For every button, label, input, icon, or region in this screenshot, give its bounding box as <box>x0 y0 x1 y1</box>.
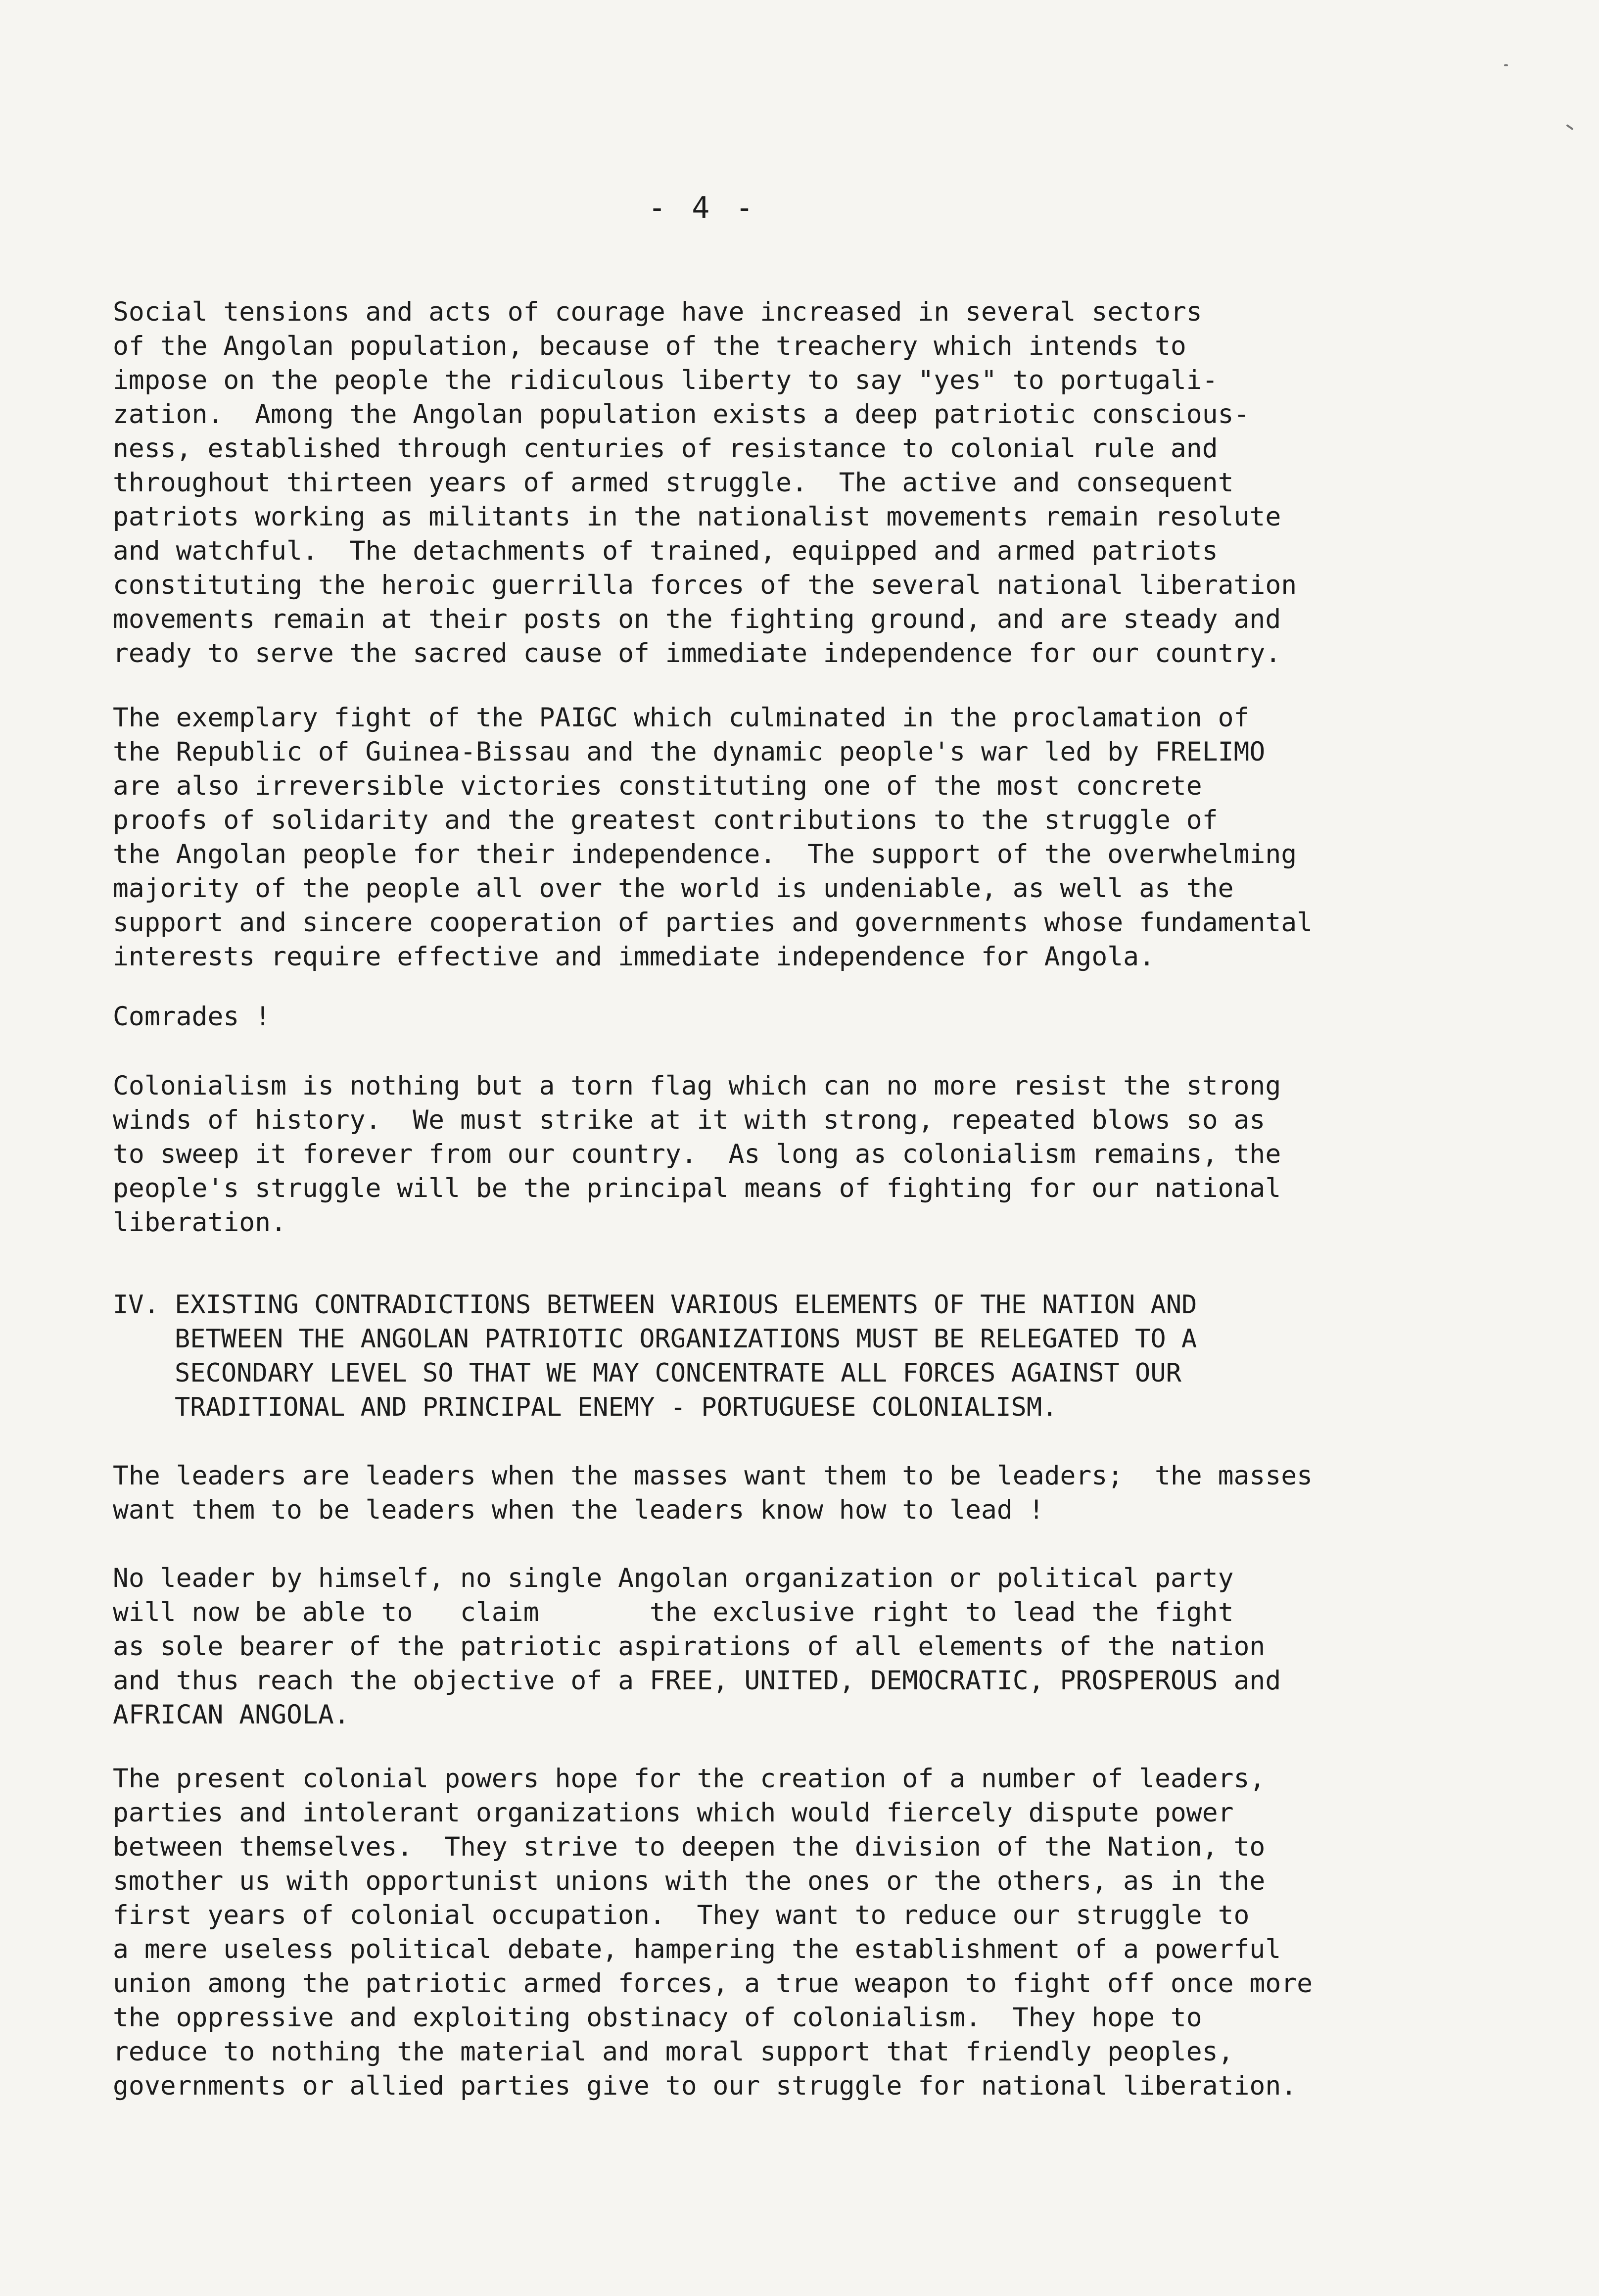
text-line: union among the patriotic armed forces, a true weapon to fight off once more <box>113 1968 1313 1999</box>
paragraph-leaders <box>113 1459 1313 1527</box>
text-line: The exemplary fight of the PAIGC which culminated in the proclamation of <box>113 703 1250 733</box>
text-line: governments or allied parties give to our struggle for national liberation. <box>113 2071 1297 2101</box>
paragraph-comrades <box>113 1000 271 1034</box>
paragraph-colonial-powers <box>113 1762 1313 2103</box>
text-line: liberation. <box>113 1207 286 1238</box>
text-line: The present colonial powers hope for the creation of a number of leaders, <box>113 1764 1266 1794</box>
text-line: The leaders are leaders when the masses want them to be leaders; the masses <box>113 1461 1313 1491</box>
text-line: people's struggle will be the principal means of fighting for our national <box>113 1173 1281 1203</box>
text-line: of the Angolan population, because of the treachery which intends to <box>113 331 1186 361</box>
text-line: the Republic of Guinea-Bissau and the dynamic people's war led by FRELIMO <box>113 737 1266 767</box>
text-line: proofs of solidarity and the greatest contributions to the struggle of <box>113 805 1218 835</box>
scan-speck <box>1504 64 1508 66</box>
text-line: will now be able to claim the exclusive right to lead the fight <box>113 1597 1234 1627</box>
text-line: a mere useless political debate, hampering the establishment of a powerful <box>113 1934 1281 1964</box>
heading-line: SECONDARY LEVEL SO THAT WE MAY CONCENTRATE ALL FORCES AGAINST OUR <box>175 1358 1181 1388</box>
text-line: to sweep it forever from our country. As long as colonialism remains, the <box>113 1139 1281 1169</box>
text-line: want them to be leaders when the leaders know how to lead ! <box>113 1495 1044 1525</box>
heading-line: BETWEEN THE ANGOLAN PATRIOTIC ORGANIZATIONS MUST BE RELEGATED TO A <box>175 1324 1197 1354</box>
page-number: - 4 - <box>648 191 757 225</box>
paragraph-no-leader <box>113 1561 1281 1732</box>
text-line: and thus reach the objective of a FREE, UNITED, DEMOCRATIC, PROSPEROUS and <box>113 1666 1281 1696</box>
scan-speck <box>1566 124 1573 130</box>
text-line: winds of history. We must strike at it with strong, repeated blows so as <box>113 1105 1266 1135</box>
text-line: support and sincere cooperation of parties and governments whose fundamental <box>113 908 1313 938</box>
text-line: Social tensions and acts of courage have increased in several sectors <box>113 297 1202 327</box>
text-line: parties and intolerant organizations which would fiercely dispute power <box>113 1798 1234 1828</box>
text-line: as sole bearer of the patriotic aspirations of all elements of the nation <box>113 1631 1266 1662</box>
text-line: smother us with opportunist unions with the ones or the others, as in the <box>113 1866 1266 1896</box>
text-line: Colonialism is nothing but a torn flag which can no more resist the strong <box>113 1071 1281 1101</box>
paragraph-social-tensions <box>113 295 1297 670</box>
text-line: the oppressive and exploiting obstinacy of colonialism. They hope to <box>113 2003 1202 2033</box>
heading-line: IV. EXISTING CONTRADICTIONS BETWEEN VARIOUS ELEMENTS OF THE NATION AND <box>113 1290 1197 1320</box>
text-line: constituting the heroic guerrilla forces of the several national liberation <box>113 570 1297 600</box>
text-line: ready to serve the sacred cause of immediate independence for our country. <box>113 638 1281 669</box>
text-line: are also irreversible victories constituting one of the most concrete <box>113 771 1202 801</box>
paragraph-colonialism <box>113 1069 1281 1240</box>
text-line: zation. Among the Angolan population exists a deep patriotic conscious- <box>113 399 1250 430</box>
text-line: Comrades ! <box>113 1002 271 1032</box>
text-line: movements remain at their posts on the fighting ground, and are steady and <box>113 604 1281 634</box>
heading-line: TRADITIONAL AND PRINCIPAL ENEMY - PORTUGUESE COLONIALISM. <box>175 1392 1058 1422</box>
text-line: the Angolan people for their independence. The support of the overwhelming <box>113 839 1297 869</box>
paragraph-exemplary-fight <box>113 701 1313 974</box>
section-heading-iv <box>113 1288 1197 1425</box>
text-line: AFRICAN ANGOLA. <box>113 1700 350 1730</box>
text-line: throughout thirteen years of armed struggle. The active and consequent <box>113 468 1234 498</box>
text-line: patriots working as militants in the nationalist movements remain resolute <box>113 502 1281 532</box>
text-line: impose on the people the ridiculous liberty to say "yes" to portugali- <box>113 365 1218 395</box>
text-line: first years of colonial occupation. They want to reduce our struggle to <box>113 1900 1250 1930</box>
text-line: reduce to nothing the material and moral support that friendly peoples, <box>113 2037 1234 2067</box>
text-line: interests require effective and immediate independence for Angola. <box>113 942 1155 972</box>
text-line: ness, established through centuries of resistance to colonial rule and <box>113 433 1218 464</box>
text-line: and watchful. The detachments of trained, equipped and armed patriots <box>113 536 1218 566</box>
text-line: between themselves. They strive to deepen the division of the Nation, to <box>113 1832 1266 1862</box>
text-line: No leader by himself, no single Angolan organization or political party <box>113 1563 1234 1593</box>
text-line: majority of the people all over the world is undeniable, as well as the <box>113 873 1234 904</box>
